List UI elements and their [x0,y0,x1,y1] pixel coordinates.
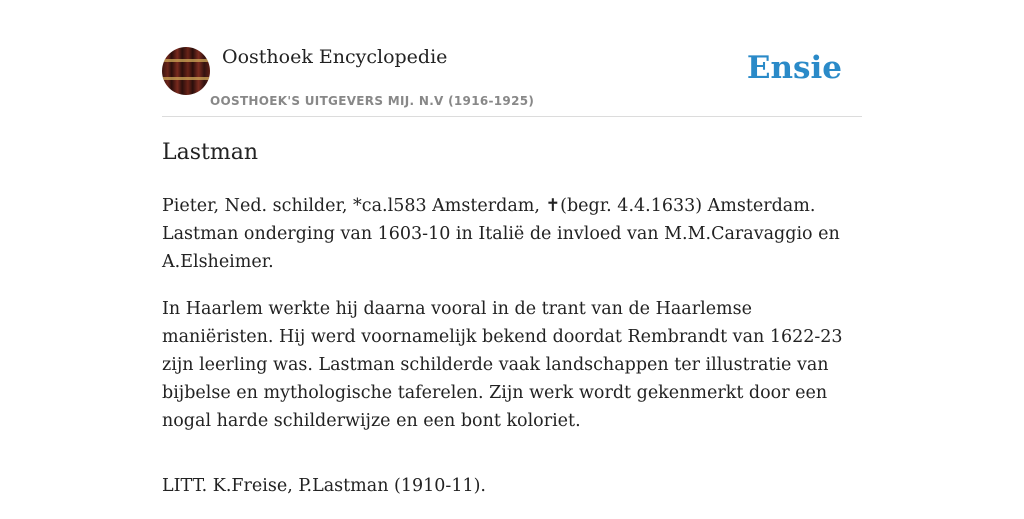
site-name[interactable]: Oosthoek Encyclopedie [222,46,448,68]
encyclopedia-books-icon[interactable] [162,47,210,95]
page-title: Lastman [162,140,259,165]
publisher-label: OOSTHOEK'S UITGEVERS MIJ. N.V (1916-1925) [210,94,535,108]
literature-reference: LITT. K.Freise, P.Lastman (1910-11). [162,476,486,496]
article-body [162,192,862,519]
paragraph: Pieter, Ned. schilder, *ca.l583 Amsterdam, ✝(begr. 4.4.1633) Amsterdam. Lastman onderging van 1603-10 in Italië de invloed van M.M.Caravaggio en A.Elsheimer. [162,196,840,272]
paragraph: In Haarlem werkte hij daarna vooral in de trant van de Haarlemse maniëristen. Hij werd voornamelijk bekend doordat Rembrandt van 1622-23 zijn leerling was. Lastman schilderde vaak landschappen ter illustratie van bijbelse en mythologische taferelen. Zijn werk wordt gekenmerkt door een nogal harde schilderwijze en een bont koloriet. [162,299,843,431]
brand-logo[interactable]: Ensie [746,50,842,86]
header [162,0,862,117]
article-card [162,0,862,496]
